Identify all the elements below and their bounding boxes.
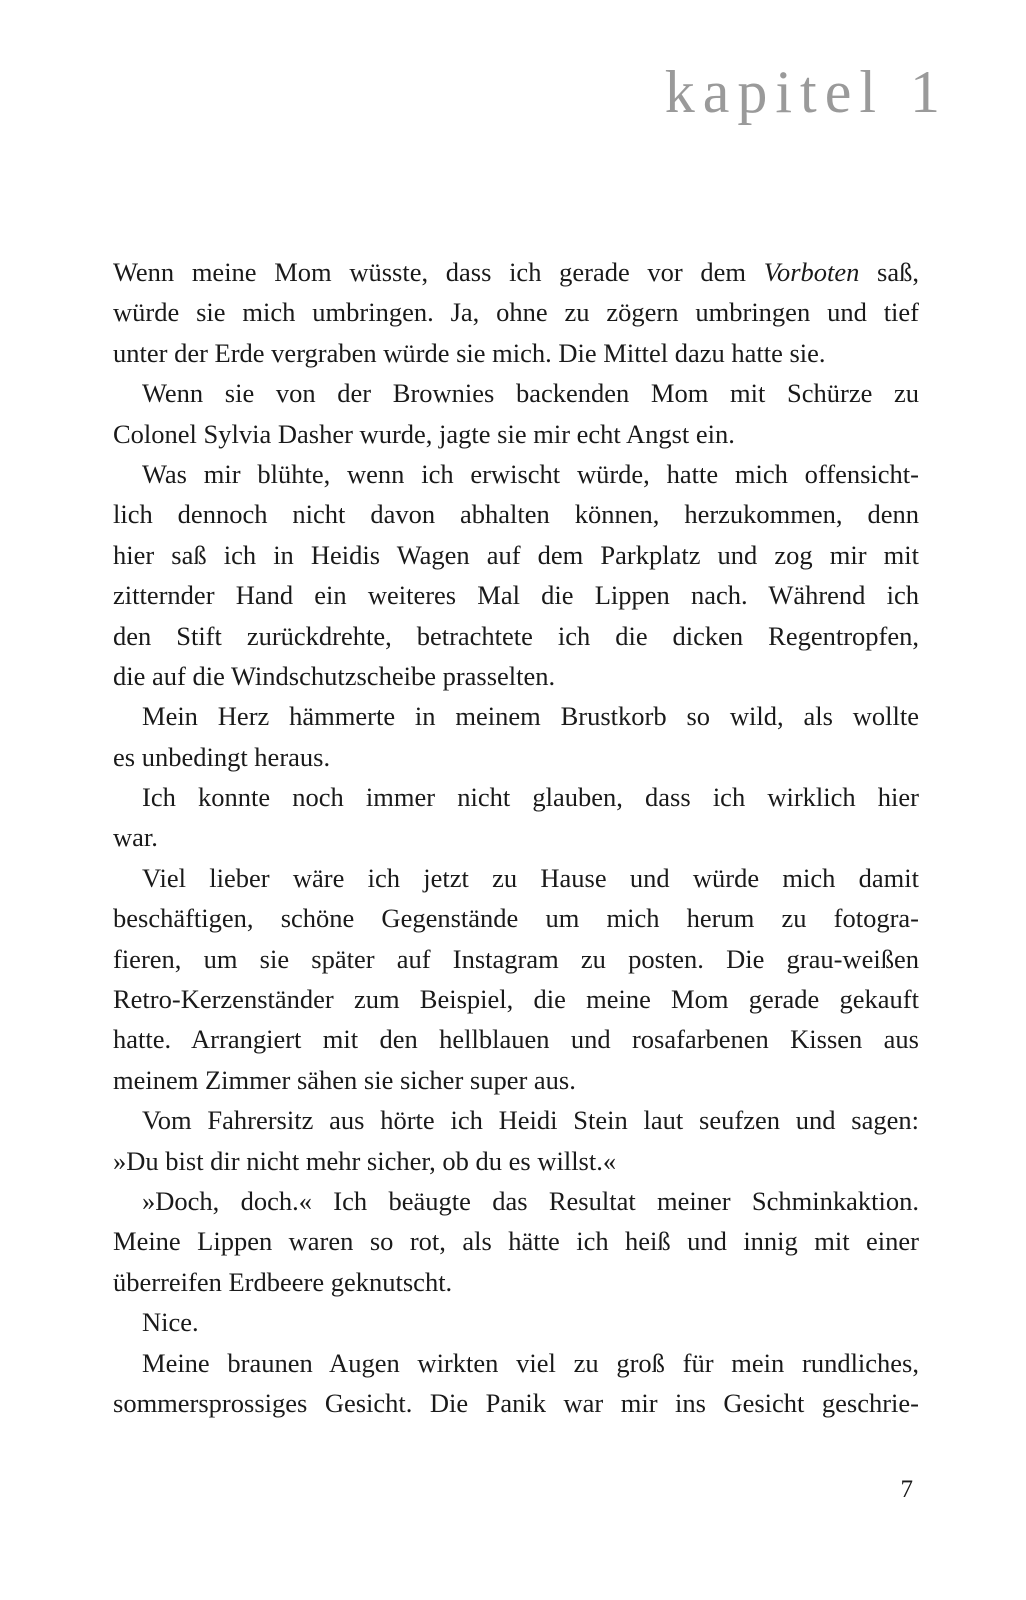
text-line: sommersprossiges Gesicht. Die Panik war mir ins Gesicht geschrie- [113,1387,919,1418]
text-line: Meine Lippen waren so rot, als hätte ich heiß und innig mit einer [113,1226,919,1257]
text-fragment: saß, [859,257,919,287]
text-line: beschäftigen, schöne Gegenstände um mich herum zu fotogra- [113,903,919,934]
text-line: zitternder Hand ein weiteres Mal die Lippen nach. Während ich [113,580,919,611]
text-line: Nice. [142,1307,199,1338]
text-line: würde sie mich umbringen. Ja, ohne zu zögern umbringen und tief [113,297,919,328]
text-line: Viel lieber wäre ich jetzt zu Hause und würde mich damit [142,862,919,893]
text-line: Colonel Sylvia Dasher wurde, jagte sie mir echt Angst ein. [113,418,735,449]
text-line: die auf die Windschutzscheibe prasselten. [113,660,556,691]
text-line: Wenn sie von der Brownies backenden Mom mit Schürze zu [142,378,919,409]
text-fragment: Wenn meine Mom wüsste, dass ich gerade vor dem [113,257,764,287]
text-line: lich dennoch nicht davon abhalten können, herzukommen, denn [113,499,919,530]
text-line: Was mir blühte, wenn ich erwischt würde, hatte mich offensicht- [142,458,919,489]
text-line [113,252,919,292]
text-line: Vom Fahrersitz aus hörte ich Heidi Stein laut seufzen und sagen: [142,1105,919,1136]
page-number: 7 [900,1476,913,1503]
text-line: es unbedingt heraus. [113,741,331,772]
text-line: fieren, um sie später auf Instagram zu posten. Die grau-weißen [113,943,919,974]
text-line: Retro-Kerzenständer zum Beispiel, die meine Mom gerade gekauft [113,984,919,1015]
chapter-number: 1 [910,59,948,125]
text-line: überreifen Erdbeere geknutscht. [113,1266,453,1297]
text-line: »Du bist dir nicht mehr sicher, ob du es willst.« [113,1145,617,1176]
text-line: »Doch, doch.« Ich beäugte das Resultat meiner Schminkaktion. [142,1185,919,1216]
chapter-word: kapitel [664,59,884,125]
text-line: unter der Erde vergraben würde sie mich. Die Mittel dazu hatte sie. [113,337,826,368]
text-line: hier saß ich in Heidis Wagen auf dem Parkplatz und zog mir mit [113,539,919,570]
text-line: den Stift zurückdrehte, betrachtete ich die dicken Regentropfen, [113,620,919,651]
text-line: Meine braunen Augen wirkten viel zu groß für mein rundliches, [142,1347,919,1378]
text-line: war. [113,822,158,853]
text-line: meinem Zimmer sähen sie sicher super aus. [113,1064,576,1095]
text-line: Ich konnte noch immer nicht glauben, dass ich wirklich hier [142,782,919,813]
italic-title: Vorboten [763,257,860,287]
chapter-heading [664,59,948,125]
text-line: Mein Herz hämmerte in meinem Brustkorb so wild, als wollte [142,701,919,732]
chapter-body-text [113,252,919,1423]
text-line: hatte. Arrangiert mit den hellblauen und rosafarbenen Kissen aus [113,1024,919,1055]
